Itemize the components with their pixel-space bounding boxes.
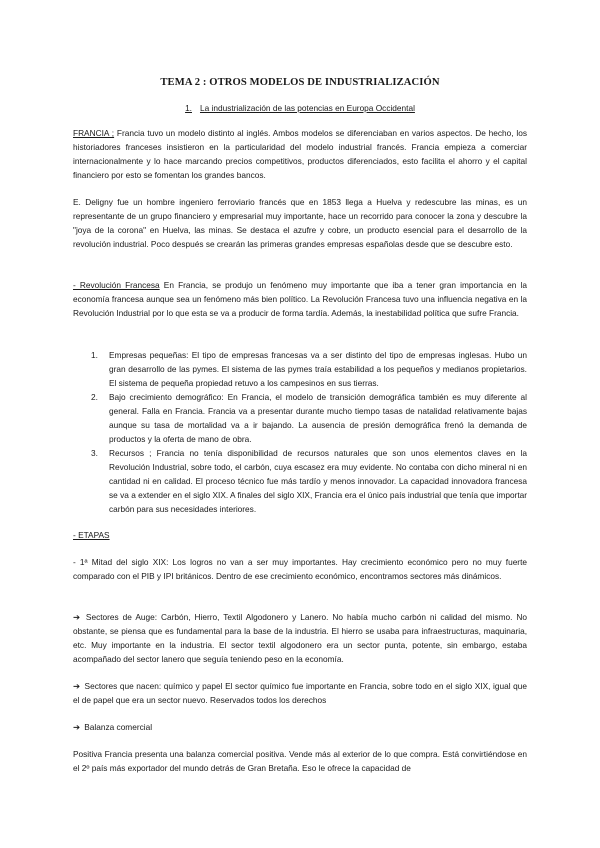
paragraph-sectores-nacen bbox=[73, 679, 527, 707]
balanza-text: Balanza comercial bbox=[81, 722, 153, 732]
etapas-heading: - ETAPAS bbox=[73, 530, 110, 540]
list-item bbox=[73, 446, 527, 516]
section-number: 1. bbox=[185, 103, 192, 113]
page-title: TEMA 2 : OTROS MODELOS DE INDUSTRIALIZACIÓN bbox=[160, 77, 440, 88]
list-text: Bajo crecimiento demográfico: En Francia, el modelo de transición demográfica también es muy diferente al general. Falla en Francia. Francia va a presentar durante mucho tiempo tasas de natalidad relativamente bajas aunque su tasa de mortalidad va a ir bajando. La ausencia de presión demográfica frenó la demanda de productos y la oferta de mano de obra. bbox=[109, 392, 527, 444]
revolucion-text: En Francia, se produjo un fenómeno muy importante que iba a tener gran importancia en la economía francesa aunque sea un fenómeno más bien político. La Revolución Francesa tuvo una influencia negativa en la Revolución Industrial por lo que esta se va a producir de forma tardía. Además, la inestabilidad política que sufre Francia. bbox=[73, 280, 527, 318]
francia-label: FRANCIA ; bbox=[73, 128, 115, 138]
paragraph-primera-mitad: - 1ª Mitad del siglo XIX: Los logros no van a ser muy importantes. Hay crecimiento económico pero no muy fuerte comparado con el PIB y IPI británicos. Dentro de ese crecimiento económico, encontramos sectores más dinámicos. bbox=[73, 557, 527, 581]
list-item bbox=[73, 390, 527, 446]
list-text: Empresas pequeñas: El tipo de empresas francesas va a ser distinto del tipo de empresas inglesas. Hubo un gran desarrollo de las pymes. El sistema de las pymes traía estabilidad a los pequeños y medianos propietarios. El sistema de pequeña propiedad retuvo a los campesinos en sus tierras. bbox=[109, 350, 527, 388]
paragraph-positiva: Positiva Francia presenta una balanza comercial positiva. Vende más al exterior de lo que compra. Está convirtiéndose en el 2º país más exportador del mundo detrás de Gran Bretaña. Eso le ofrece la capacidad de bbox=[73, 749, 527, 773]
section-heading bbox=[73, 101, 527, 115]
arrow-right-icon: ➔ bbox=[73, 612, 80, 622]
auge-text: Sectores de Auge: Carbón, Hierro, Textil Algodonero y Lanero. No había mucho carbón ni calidad del mismo. No obstante, se piensa que es fundamental para la base de la industria. El hierro se usaba para infraestructuras, maquinaria, etc. Muy importante en la industria. El sector textil algodonero era un sector punta, potente, sin embargo, estaba acompañado del sector lanero que seguía teniendo peso en la economía. bbox=[73, 612, 527, 664]
nacen-text: Sectores que nacen: químico y papel El sector químico fue importante en Francia, sobre todo en el siglo XIX, igual que el de papel que era un sector nuevo. Reservados todos los derechos bbox=[73, 681, 527, 705]
list-item bbox=[73, 348, 527, 390]
list-number: 3. bbox=[91, 448, 98, 458]
arrow-right-icon: ➔ bbox=[73, 722, 80, 732]
list-number: 1. bbox=[91, 350, 98, 360]
causes-list bbox=[73, 348, 527, 516]
paragraph-francia bbox=[73, 126, 527, 182]
revolucion-label: - Revolución Francesa bbox=[73, 280, 160, 290]
balanza-heading bbox=[73, 720, 527, 734]
list-text: Recursos ; Francia no tenía disponibilidad de recursos naturales que son unos elementos claves en la Revolución Industrial, sobre todo, el carbón, cuya escasez era muy evidente. No contaba con dicho mineral ni en cantidad ni en calidad. El proceso técnico fue más tardío y menos innovador. La capacidad innovadora francesa se va a extender en el siglo XIX. A finales del siglo XIX, Francia era el único país industrial que tenía que importar carbón para sus necesidades interiores. bbox=[109, 448, 527, 514]
paragraph-revolucion bbox=[73, 278, 527, 320]
list-number: 2. bbox=[91, 392, 98, 402]
arrow-right-icon: ➔ bbox=[73, 681, 80, 691]
paragraph-deligny: E. Deligny fue un hombre ingeniero ferroviario francés que en 1853 llega a Huelva y redescubre las minas, es un representante de un grupo financiero y empresarial muy importante, hace un recorrido para conocer la zona y descubre la "joya de la corona" en Huelva, las minas. Se destaca el azufre y cobre, un producto esencial para el desarrollo de la revolución industrial. Poco después se crearán las primeras grandes empresas españolas desde que se descubre esto. bbox=[73, 197, 527, 249]
paragraph-sectores-auge bbox=[73, 610, 527, 666]
section-title: La industrialización de las potencias en Europa Occidental bbox=[199, 103, 415, 113]
francia-text: Francia tuvo un modelo distinto al inglés. Ambos modelos se diferenciaban en varios aspectos. De hecho, los historiadores franceses insistieron en la particularidad del modelo industrial francés. Francia empieza a comerciar internacionalmente y lo hace marcando precios competitivos, productos diferenciados, esto facilita el ahorro y el capital financiero por esto se fomentan los grandes bancos. bbox=[73, 128, 527, 180]
